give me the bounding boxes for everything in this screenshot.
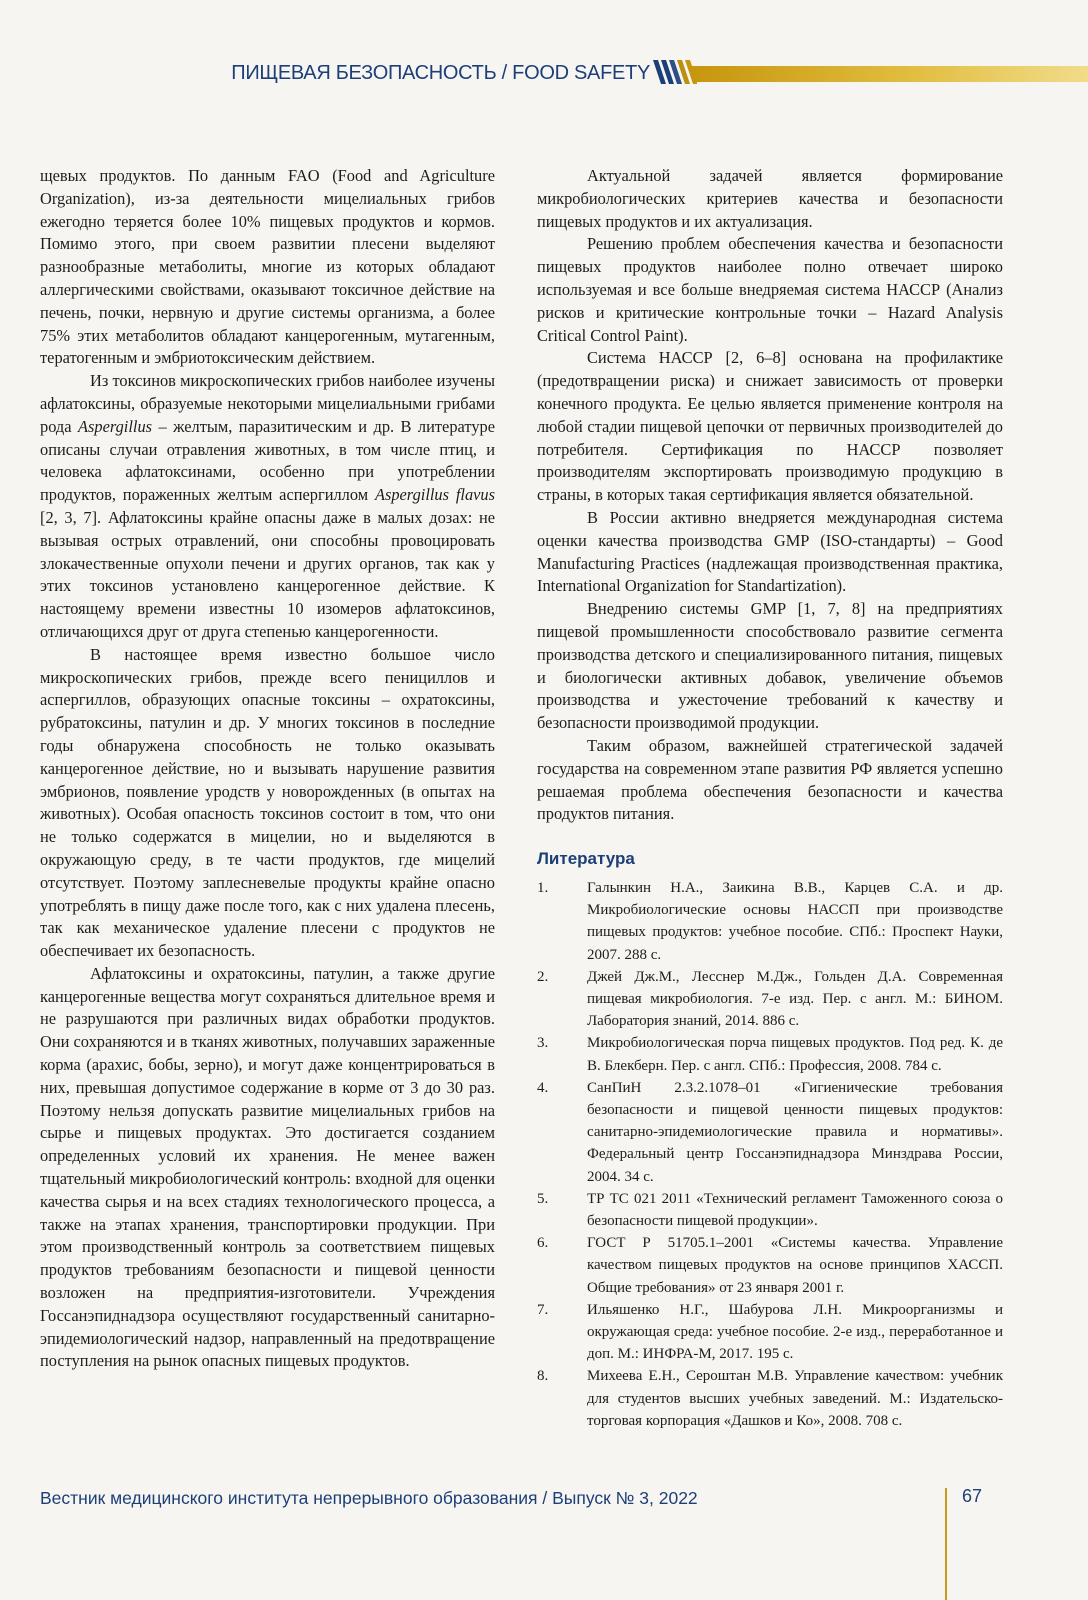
left-column xyxy=(40,165,495,1373)
header-gold-bar xyxy=(692,66,1088,82)
reference-item xyxy=(537,966,1003,1033)
reference-item xyxy=(537,1365,1003,1432)
paragraph: щевых продуктов. По данным FAO (Food and Agriculture Organization), из-за деятельности мицелиальных грибов ежегодно теряется более 10% пищевых продуктов и кормов. Помимо этого, при своем развитии плесени выделяют разнообразные метаболиты, многие из которых обладают аллергическими свойствами, оказывают токсичное действие на печень, почки, нервную и другие системы организма, а более 75% этих метаболитов обладают канцерогенным, мутагенным, тератогенным и эмбриотоксическим действием. xyxy=(40,166,495,368)
reference-number: 6. xyxy=(537,1235,549,1252)
reference-item xyxy=(537,1032,1003,1076)
page-number: 67 xyxy=(962,1486,983,1506)
paragraph: Решению проблем обеспечения качества и безопасности пищевых продуктов наиболее полно отвечает широко используемая и все больше внедряемая система НАССР (Анализ рисков и критические контрольные точки – Hazard Analysis Critical Control Paint). xyxy=(537,234,1003,345)
reference-number: 7. xyxy=(537,1301,549,1318)
running-header xyxy=(0,58,1088,88)
section-title: ПИЩЕВАЯ БЕЗОПАСНОСТЬ / FOOD SAFETY xyxy=(231,62,650,84)
journal-footer: Вестник медицинского института непрерывного образования / Выпуск № 3, 2022 xyxy=(40,1488,698,1508)
reference-text: Галынкин Н.А., Заикина В.В., Карцев С.А. и др. Микробиологические основы НАССП при производстве пищевых продуктов: учебное пособие. СПб.: Проспект Науки, 2007. 288 с. xyxy=(587,879,1003,963)
reference-number: 2. xyxy=(537,968,549,985)
reference-text: ТР ТС 021 2011 «Технический регламент Таможенного союза о безопасности пищевой продукции». xyxy=(587,1190,1003,1229)
header-stripes-decoration xyxy=(653,60,697,84)
references-list xyxy=(537,877,1003,1432)
reference-item xyxy=(537,1299,1003,1366)
reference-text: Джей Дж.М., Лесснер М.Дж., Гольден Д.А. Современная пищевая микробиология. 7-е изд. Пер. с англ. М.: БИНОМ. Лаборатория знаний, 2014. 886 с. xyxy=(587,968,1003,1030)
paragraph: В настоящее время известно большое число микроскопических грибов, прежде всего пенициллов и аспергиллов, образующих опасные токсины – охратоксины, рубратоксины, патулин и др. У многих токсинов в последние годы обнаружена способность не только оказывать канцерогенное действие, но и вызывать нарушение развития эмбрионов, появление уродств у новорожденных (в опытах на животных). Особая опасность токсинов состоит в том, что они не только содержатся в мицелии, но и выделяются в окружающую среду, в те части продуктов, где мицелий отсутствует. Поэтому заплесневелые продукты крайне опасно употреблять в пищу даже после того, как с них удалена плесень, так как механическое удаление плесени с продуктов не обеспечивает их безопасность. xyxy=(40,644,495,961)
reference-number: 3. xyxy=(537,1035,549,1052)
reference-text: Михеева Е.Н., Сероштан М.В. Управление качеством: учебник для студентов высших учебных заведений. М.: Издательско-торговая корпорация «Дашков и Ко», 2008. 708 с. xyxy=(587,1368,1003,1429)
reference-text: Микробиологическая порча пищевых продуктов. Под ред. К. де В. Блекберн. Пер. с англ. СПб.: Профессия, 2008. 784 с. xyxy=(587,1035,1003,1074)
reference-number: 8. xyxy=(537,1368,549,1385)
reference-number: 1. xyxy=(537,879,549,896)
reference-item xyxy=(537,877,1003,966)
reference-item xyxy=(537,1077,1003,1188)
reference-number: 5. xyxy=(537,1190,549,1207)
paragraph: Актуальной задачей является формирование микробиологических критериев качества и безопасности пищевых продуктов и их актуализация. xyxy=(537,166,1003,231)
reference-text: СанПиН 2.3.2.1078–01 «Гигиенические требования безопасности и пищевой ценности пищевых продуктов: санитарно-эпидемиологические правила и нормативы». Федеральный центр Госсанэпиднадзора Минздрава России, 2004. 34 с. xyxy=(587,1079,1003,1185)
right-column xyxy=(537,165,1003,1432)
reference-number: 4. xyxy=(537,1079,549,1096)
reference-text: Ильяшенко Н.Г., Шабурова Л.Н. Микроорганизмы и окружающая среда: учебное пособие. 2-е изд., переработанное и доп. М.: ИНФРА-М, 2017. 195 с. xyxy=(587,1301,1003,1363)
paragraph: Система НАССР [2, 6–8] основана на профилактике (предотвращении риска) и снижает зависимость от проверки конечного продукта. Ее целью является применение контроля на любой стадии пищевой цепочки от первичных производителей до потребителя. Сертификация по НАССР позволяет производителям экспортировать производимую продукцию в страны, в которых такая сертификация является обязательной. xyxy=(537,348,1003,505)
reference-text: ГОСТ Р 51705.1–2001 «Системы качества. Управление качеством пищевых продуктов на основе принципов ХАССП. Общие требования» от 23 января 2001 г. xyxy=(587,1235,1003,1296)
paragraph: Из токсинов микроскопических грибов наиболее изучены афлатоксины, образуемые некоторыми мицелиальными грибами рода Aspergillus – желтым, паразитическим и др. В литературе описаны случаи отравления животных, в том числе птиц, и человека афлатоксинами, особенно при употреблении продуктов, пораженных желтым аспергиллом Aspergillus flavus [2, 3, 7]. Афлатоксины крайне опасны даже в малых дозах: не вызывая острых отравлений, они способны провоцировать злокачественные опухоли печени и других органов, так как у этих токсинов установлено канцерогенное действие. К настоящему времени известны 10 изомеров афлатоксинов, отличающихся друг от друга степенью канцерогенности. xyxy=(40,371,495,641)
footer-separator xyxy=(945,1488,947,1600)
paragraph: Таким образом, важнейшей стратегической задачей государства на современном этапе развития РФ является успешно решаемая проблема обеспечения безопасности и качества продуктов питания. xyxy=(537,735,1003,824)
reference-item xyxy=(537,1232,1003,1299)
paragraph: Афлатоксины и охратоксины, патулин, а также другие канцерогенные вещества могут сохраняться длительное время и не разрушаются при различных видах обработки продуктов. Они сохраняются и в тканях животных, получавших зараженные корма (арахис, бобы, зерно), и могут даже концентрироваться в них, превышая допустимое содержание в корме от 3 до 30 раз. Поэтому нельзя допускать развитие мицелиальных грибов на сырье и пищевых продуктах. Это достигается созданием определенных условий их хранения. Не менее важен тщательный микробиологический контроль: входной для оценки качества сырья и на всех стадиях технологического процесса, а также на этапах хранения, транспортировки продукции. При этом производственный контроль за соответствием пищевых продуктов требованиям безопасности и пищевой ценности возложен на предприятия-изготовители. Учреждения Госсанэпиднадзора осуществляют государственный санитарно-эпидемиологический надзор, направленный на предотвращение поступления на рынок опасных пищевых продуктов. xyxy=(40,963,495,1371)
paragraph: В России активно внедряется международная система оценки качества производства GMP (ISO-стандарты) – Good Manufacturing Practices (надлежащая производственная практика, International Organization for Standartization). xyxy=(537,507,1003,596)
reference-item xyxy=(537,1188,1003,1232)
paragraph: Внедрению системы GMP [1, 7, 8] на предприятиях пищевой промышленности способствовало развитие сегмента производства детского и специализированного питания, пищевых и биологически активных добавок, увеличение объемов производства и ужесточение требований к качеству и безопасности производимой продукции. xyxy=(537,599,1003,733)
references-heading: Литература xyxy=(537,849,635,869)
